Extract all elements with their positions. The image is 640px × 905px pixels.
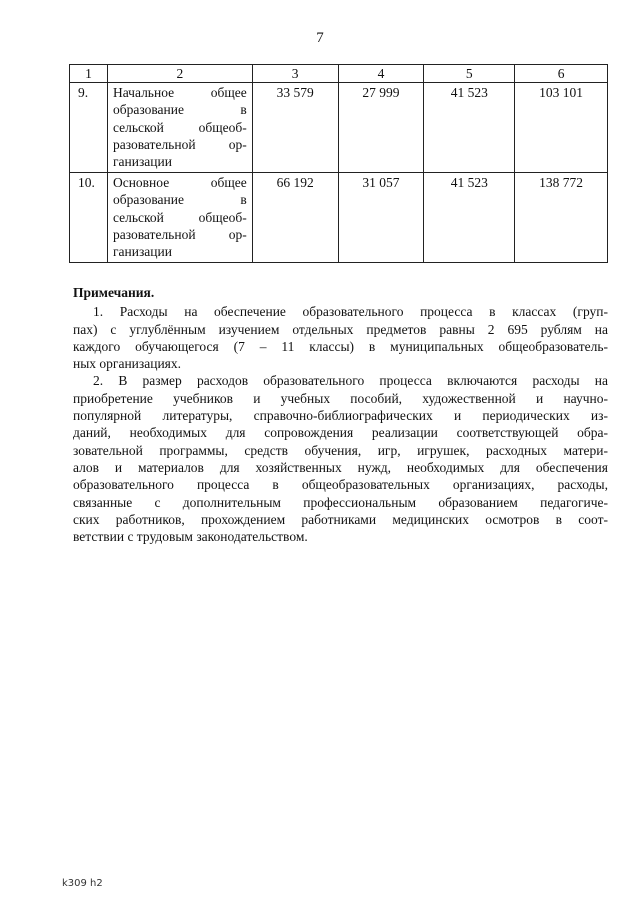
row-name [107, 173, 252, 263]
table-row [70, 173, 608, 263]
row-name-line: образование в [112, 192, 247, 208]
note-line: ветствии с трудовым законодательством. [73, 529, 308, 545]
notes-title: Примечания. [73, 285, 155, 300]
column-header: 1 [70, 65, 108, 83]
row-name-line: разовательной ор- [112, 226, 247, 242]
table-cell: 41 523 [424, 83, 515, 173]
table-cell: 27 999 [338, 83, 424, 173]
note-2 [73, 372, 608, 545]
row-name-line: образование в [112, 102, 247, 118]
footer-code: k309 h2 [62, 878, 103, 889]
row-name-line: Начальное общее [112, 85, 247, 101]
row-name-line: ганизации [112, 154, 172, 170]
row-name-line: Основное общее [112, 175, 247, 191]
table-cell: 66 192 [252, 173, 338, 263]
note-line: пах) с углублённым изучением отдельных предметов равны 2 695 рублям на [73, 321, 608, 337]
note-line: ских работников, прохождением работниками медицинских осмотров в соот- [73, 511, 608, 527]
column-header: 5 [424, 65, 515, 83]
column-header: 3 [252, 65, 338, 83]
table-cell: 31 057 [338, 173, 424, 263]
note-line: связанные с дополнительным профессиональным образованием педагогиче- [73, 494, 608, 510]
row-name-line: сельской общеоб- [112, 119, 247, 135]
table-cell: 33 579 [252, 83, 338, 173]
row-name [107, 83, 252, 173]
note-line: приобретение учебников и учебных пособий, художественной и научно- [73, 390, 608, 406]
note-line: даний, необходимых для сопровождения реализации соответствующей обра- [73, 425, 608, 441]
row-name-line: разовательной ор- [112, 136, 247, 152]
note-line: алов и материалов для хозяйственных нужд, необходимых для обеспечения [73, 459, 608, 475]
note-line: 2. В размер расходов образовательного процесса включаются расходы на [93, 373, 608, 389]
row-name-line: сельской общеоб- [112, 209, 247, 225]
table-cell: 103 101 [515, 83, 608, 173]
column-header: 6 [515, 65, 608, 83]
row-number: 9. [70, 83, 108, 173]
note-line: ных организациях. [73, 356, 182, 372]
row-number: 10. [70, 173, 108, 263]
page-number: 7 [316, 30, 324, 46]
note-line: 1. Расходы на обеспечение образовательного процесса в классах (груп- [93, 304, 608, 320]
notes-section [73, 284, 608, 545]
note-1 [73, 303, 608, 372]
note-line: образовательного процесса в общеобразовательных организациях, расходы, [73, 477, 608, 493]
table-row [70, 83, 608, 173]
table-cell: 41 523 [424, 173, 515, 263]
note-line: зовательной программы, средств обучения, игр, игрушек, расходных матери- [73, 442, 608, 458]
table-header-row [70, 65, 608, 83]
note-line: каждого обучающегося (7 – 11 классы) в муниципальных общеобразователь- [73, 338, 608, 354]
column-header: 2 [107, 65, 252, 83]
table-cell: 138 772 [515, 173, 608, 263]
expenses-table [69, 64, 608, 263]
column-header: 4 [338, 65, 424, 83]
row-name-line: ганизации [112, 244, 172, 260]
note-line: популярной литературы, справочно-библиографических и периодических из- [73, 408, 608, 424]
